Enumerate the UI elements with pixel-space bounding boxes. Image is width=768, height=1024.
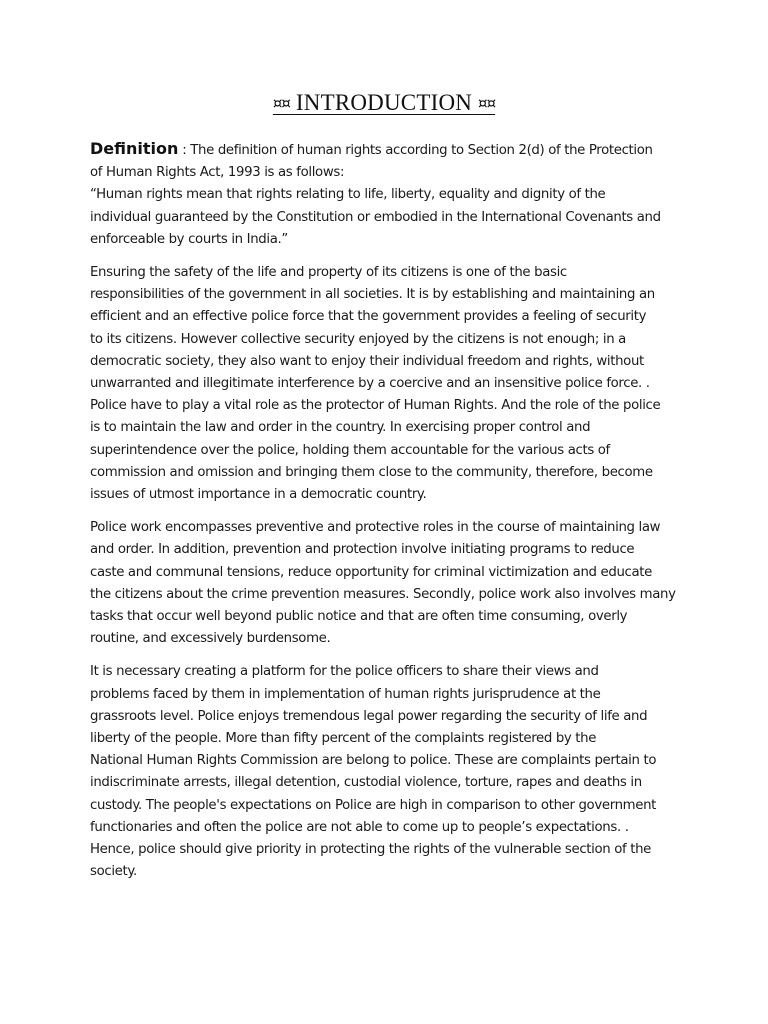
paragraph-line: the citizens about the crime prevention measures. Secondly, police work also involves many [90, 586, 676, 602]
paragraph-line: is to maintain the law and order in the country. In exercising proper control and [90, 420, 591, 436]
paragraph-line: to its citizens. However collective security enjoyed by the citizens is not enough; in a [90, 331, 626, 347]
definition-paragraph [90, 138, 700, 251]
definition-label: Definition [90, 139, 179, 158]
page-title [0, 88, 768, 118]
paragraph-line: efficient and an effective police force that the government provides a feeling of security [90, 309, 647, 325]
definition-text-line: individual guaranteed by the Constitution or embodied in the International Covenants and [90, 209, 661, 225]
paragraph-line: National Human Rights Commission are belong to police. These are complaints pertain to [90, 753, 657, 769]
paragraph-line: and order. In addition, prevention and protection involve initiating programs to reduce [90, 542, 635, 558]
paragraph-line: society. [90, 864, 137, 880]
title-ornament-left: ¤¤ [272, 94, 290, 112]
paragraph-line: responsibilities of the government in all societies. It is by establishing and maintaining an [90, 287, 655, 303]
paragraph-line: Ensuring the safety of the life and property of its citizens is one of the basic [90, 265, 567, 281]
paragraph-line: liberty of the people. More than fifty percent of the complaints registered by the [90, 731, 597, 747]
definition-line-1 [90, 138, 700, 162]
paragraph-line: issues of utmost importance in a democratic country. [90, 487, 427, 503]
paragraph-line: commission and omission and bringing them close to the community, therefore, become [90, 464, 653, 480]
paragraph-line: custody. The people's expectations on Police are high in comparison to other government [90, 797, 657, 813]
paragraph-police-work [90, 517, 700, 650]
title-text: INTRODUCTION [295, 90, 473, 115]
paragraph-platform [90, 661, 700, 883]
paragraph-line: Police have to play a vital role as the protector of Human Rights. And the role of the police [90, 398, 661, 414]
definition-text-line: of Human Rights Act, 1993 is as follows: [90, 165, 345, 181]
title-underlined [273, 90, 495, 115]
definition-text-line: “Human rights mean that rights relating to life, liberty, equality and dignity of the [90, 187, 606, 203]
paragraph-line: problems faced by them in implementation of human rights jurisprudence at the [90, 686, 601, 702]
paragraph-line: democratic society, they also want to enjoy their individual freedom and rights, without [90, 353, 644, 369]
paragraph-line: Police work encompasses preventive and protective roles in the course of maintaining law [90, 520, 661, 536]
paragraph-line: caste and communal tensions, reduce opportunity for criminal victimization and educate [90, 564, 652, 580]
paragraph-line: functionaries and often the police are not able to come up to people’s expectations. . [90, 819, 629, 835]
paragraph-line: Hence, police should give priority in protecting the rights of the vulnerable section of the [90, 842, 652, 858]
paragraph-line: unwarranted and illegitimate interference by a coercive and an insensitive police force. . [90, 376, 650, 392]
title-ornament-right: ¤¤ [478, 94, 496, 112]
paragraph-line: routine, and excessively burdensome. [90, 631, 331, 647]
paragraph-line: grassroots level. Police enjoys tremendous legal power regarding the security of life and [90, 708, 648, 724]
body-text [90, 138, 700, 895]
definition-text-line: : The definition of human rights according to Section 2(d) of the Protection [178, 143, 653, 158]
paragraph-line: It is necessary creating a platform for the police officers to share their views and [90, 664, 599, 680]
definition-text-line: enforceable by courts in India.” [90, 231, 288, 247]
paragraph-line: superintendence over the police, holding them accountable for the various acts of [90, 442, 610, 458]
paragraph-police-safety [90, 262, 700, 506]
paragraph-line: tasks that occur well beyond public notice and that are often time consuming, overly [90, 609, 628, 625]
paragraph-line: indiscriminate arrests, illegal detention, custodial violence, torture, rapes and deaths in [90, 775, 642, 791]
